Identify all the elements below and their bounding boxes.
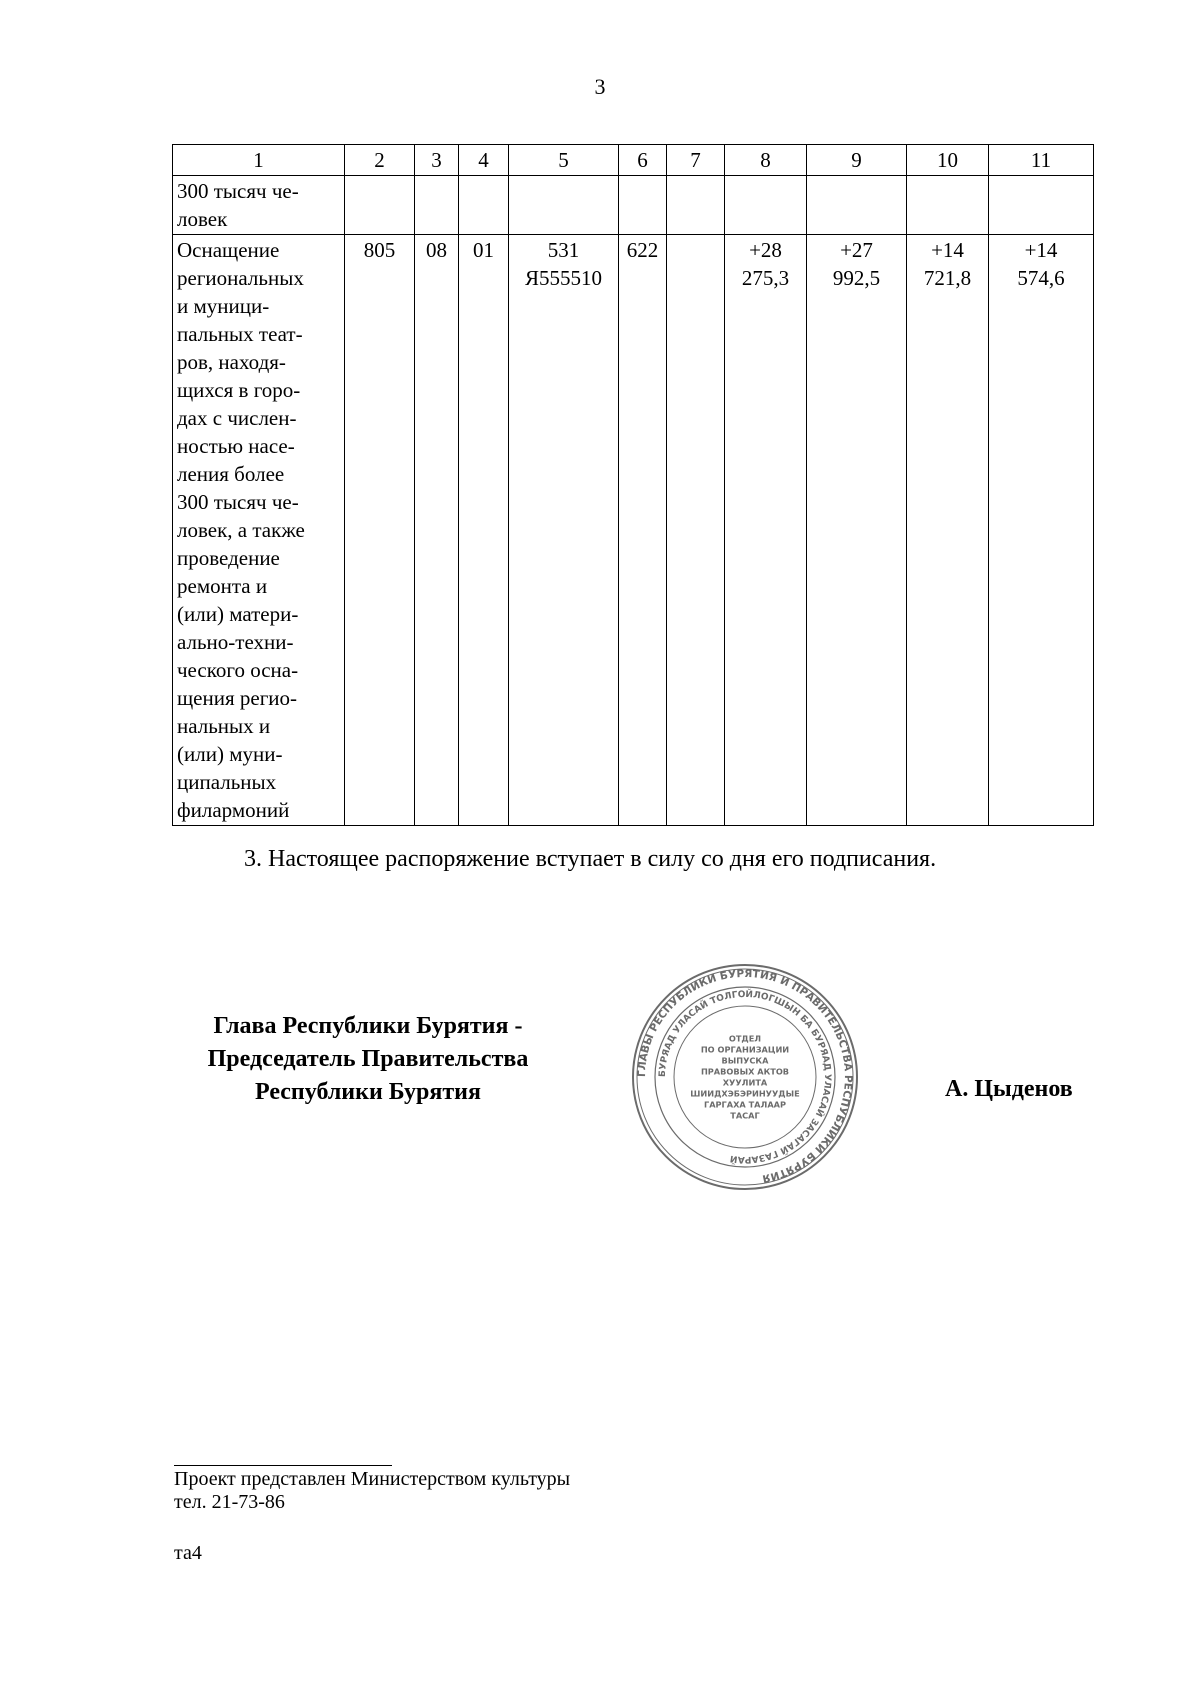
cell-col-3 [415, 235, 459, 826]
cell-line: 275,3 [741, 266, 790, 290]
row-name-line: ремонта и [177, 574, 268, 598]
cell-line: 805 [363, 238, 396, 262]
cell-col-8 [725, 235, 807, 826]
seal-center-line: ПО ОРГАНИЗАЦИИ [700, 1044, 790, 1055]
row-name-line: дах с числен- [177, 406, 297, 430]
column-header: 8 [725, 145, 807, 176]
row-name-line: ров, находя- [177, 350, 286, 374]
budget-table [172, 144, 1094, 826]
row-name-line: ловек [177, 207, 228, 231]
seal-center-line: ПРАВОВЫХ АКТОВ [700, 1066, 790, 1077]
row-name-line: региональных [177, 266, 304, 290]
row-name-line: проведение [177, 546, 280, 570]
column-header: 3 [415, 145, 459, 176]
cell-col-9 [807, 235, 907, 826]
cell-col-2 [345, 176, 415, 235]
cell-col-4 [459, 235, 509, 826]
cell-line: +14 [931, 238, 964, 262]
cell-col-10 [907, 235, 989, 826]
cell-col-7 [667, 176, 725, 235]
table-row [173, 235, 1094, 826]
svg-text:БУРЯАД УЛАСАЙ ТОЛГОЙЛОГШЫН БА: БУРЯАД УЛАСАЙ ТОЛГОЙЛОГШЫН БА БУРЯАД УЛАСАЙ ЗАСАГАЙ ГАЗАРАЙ [657, 989, 833, 1165]
cell-col-3 [415, 176, 459, 235]
signer-name: А. Цыденов [945, 1076, 1073, 1102]
row-name-line: ления более [177, 462, 285, 486]
row-name-line: ловек, а также [177, 518, 305, 542]
seal-center-line: ХУУЛИТА [722, 1077, 768, 1088]
column-header: 9 [807, 145, 907, 176]
row-name-cell [173, 176, 345, 235]
cell-line: Я555510 [524, 266, 602, 290]
row-name-line: Оснащение [177, 238, 280, 262]
column-header: 4 [459, 145, 509, 176]
row-name-line: ностью насе- [177, 434, 295, 458]
svg-text:ГЛАВЫ РЕСПУБЛИКИ БУРЯТИЯ И ПРА: ГЛАВЫ РЕСПУБЛИКИ БУРЯТИЯ И ПРАВИТЕЛЬСТВА РЕСПУБЛИКИ БУРЯТИЯ [635, 967, 855, 1185]
cell-line: 721,8 [923, 266, 972, 290]
row-name-line: (или) матери- [177, 602, 299, 626]
row-name-line: пальных теат- [177, 322, 303, 346]
signer-title-line: Республики Бурятия [254, 1079, 481, 1105]
cell-line: 531 [547, 238, 580, 262]
row-name-line: филармоний [177, 798, 290, 822]
seal-center-line: ВЫПУСКА [721, 1055, 769, 1066]
cell-col-7 [667, 235, 725, 826]
cell-col-4 [459, 176, 509, 235]
seal-center-line: ГАРГАХА ТАЛААР [703, 1099, 787, 1110]
official-seal [630, 962, 860, 1192]
seal-center-line: ТАСАГ [730, 1110, 760, 1121]
column-header: 2 [345, 145, 415, 176]
column-header: 7 [667, 145, 725, 176]
footnote [174, 1468, 570, 1514]
cell-col-9 [807, 176, 907, 235]
footnote-line: Проект представлен Министерством культуры [174, 1468, 571, 1490]
signer-title [168, 1010, 568, 1109]
row-name-line: ципальных [177, 770, 277, 794]
cell-line: 01 [473, 238, 494, 262]
column-header: 5 [509, 145, 619, 176]
cell-line: 574,6 [1017, 266, 1065, 290]
cell-col-2 [345, 235, 415, 826]
column-header: 6 [619, 145, 667, 176]
cell-line: 992,5 [832, 266, 881, 290]
column-header: 11 [989, 145, 1094, 176]
row-name-line: и муници- [177, 294, 270, 318]
cell-col-11 [989, 235, 1094, 826]
table-row [173, 176, 1094, 235]
seal-center-line: ОТДЕЛ [728, 1033, 762, 1044]
column-header: 10 [907, 145, 989, 176]
row-name-cell [173, 235, 345, 826]
row-name-line: щения регио- [177, 686, 298, 710]
footnote-line: тел. 21-73-86 [174, 1491, 285, 1513]
signer-title-line: Председатель Правительства [207, 1046, 529, 1072]
cell-col-5 [509, 176, 619, 235]
cell-col-6 [619, 176, 667, 235]
row-name-line: щихся в горо- [177, 378, 301, 402]
cell-col-10 [907, 176, 989, 235]
clause-text: 3. Настоящее распоряжение вступает в силу со дня его подписания. [244, 846, 937, 872]
cell-line: 08 [426, 238, 447, 262]
row-name-line: 300 тысяч че- [177, 179, 299, 203]
cell-col-11 [989, 176, 1094, 235]
table-header-row [173, 145, 1094, 176]
footnote-divider [174, 1465, 392, 1466]
page-number: 3 [594, 74, 606, 99]
document-code: та4 [174, 1542, 202, 1564]
seal-center-line: ШИИДХЭБЭРИНУУДЫЕ [690, 1088, 800, 1099]
cell-line: +14 [1024, 238, 1058, 262]
row-name-line: 300 тысяч че- [177, 490, 299, 514]
row-name-line: ческого осна- [177, 658, 299, 682]
cell-col-8 [725, 176, 807, 235]
row-name-line: (или) муни- [177, 742, 283, 766]
row-name-line: ально-техни- [177, 630, 294, 654]
signer-title-line: Глава Республики Бурятия - [213, 1013, 523, 1039]
cell-line: +28 [749, 238, 782, 262]
cell-line: +27 [840, 238, 873, 262]
row-name-line: нальных и [177, 714, 271, 738]
column-header: 1 [173, 145, 345, 176]
cell-col-5 [509, 235, 619, 826]
cell-line: 622 [626, 238, 659, 262]
cell-col-6 [619, 235, 667, 826]
